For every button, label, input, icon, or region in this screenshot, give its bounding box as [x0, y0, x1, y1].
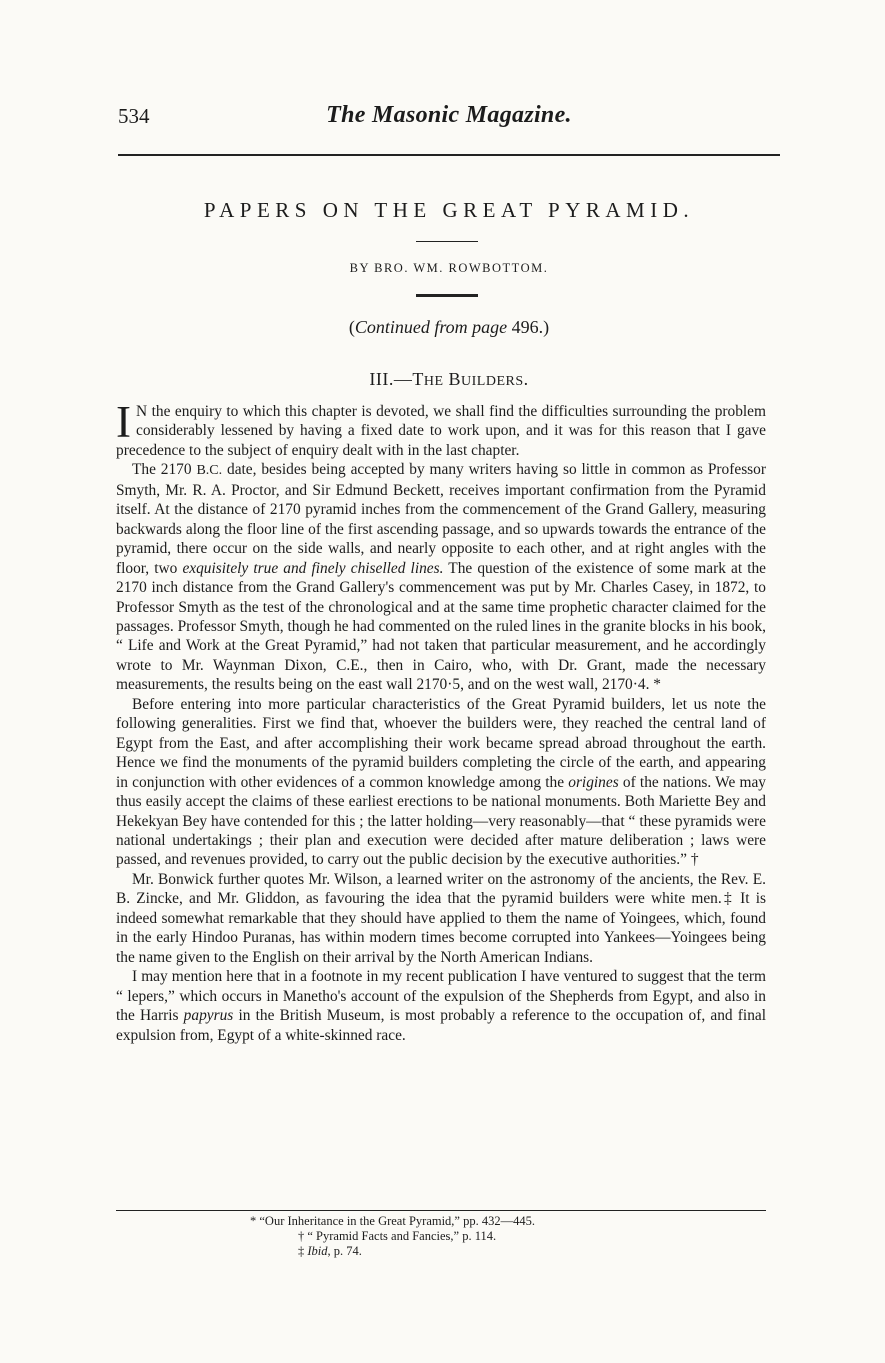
paragraph-5 [116, 967, 766, 1045]
paragraph-1 [116, 397, 766, 460]
paragraph-text-italic: papyrus [183, 1007, 234, 1025]
running-header [118, 102, 780, 138]
footnotes [250, 1214, 750, 1259]
paragraph-text: in the British Museum, is most probably a reference to the occupation of, and final expulsion from, Egypt of a white-skinned race. [116, 1007, 766, 1044]
magazine-title: The Masonic Magazine. [326, 102, 572, 128]
footnote-2: † “ Pyramid Facts and Fancies,” p. 114. [298, 1229, 497, 1243]
footnote-mark: ‡ [298, 1244, 308, 1258]
page-number: 534 [118, 104, 150, 128]
byline: BY BRO. WM. ROWBOTTOM. [349, 261, 549, 275]
paragraph-text: of the nations. We may thus easily accept the claims of these earliest erections to be national monuments. Both Mariette Bey and Hekekyan Bey have contended for this ; the latter holding—very reasonably—that “ these pyramids were national undertakings ; their plan and execution were decided after mature deliberation ; laws were passed, and revenues provided, to carry out the public decision by the executive authorities.” † [116, 773, 766, 869]
paragraph-3 [116, 695, 766, 870]
header-rule [118, 154, 780, 156]
section-heading-part: UILDERS [461, 374, 524, 389]
footnote-1: * “Our Inheritance in the Great Pyramid,” pp. 432—445. [250, 1214, 535, 1228]
paragraph-text-italic: origines [568, 773, 619, 791]
footnote-3 [250, 1244, 750, 1259]
paragraph-text: N the enquiry to which this chapter is devoted, we shall find the difficulties surrounding the problem considerably lessened by having a fixed date to work upon, and it was for this reason that I gave precedence to the subject of enquiry dealt with in the last chapter. [116, 403, 766, 459]
drop-cap: I [116, 397, 131, 447]
paragraph-text: The 2170 [132, 461, 197, 479]
article-title: PAPERS ON THE GREAT PYRAMID. [203, 198, 695, 222]
footnote-italic: Ibid [307, 1244, 328, 1258]
paragraph-text: Mr. Bonwick further quotes Mr. Wilson, a learned writer on the astronomy of the ancients, the Rev. E. B. Zincke, and Mr. Gliddon, as favouring the idea that the pyramid builders were white men.‡ It is indeed somewhat remarkable that they should have applied to them the name of Yoingees, which, found in the early Hindoo Puranas, has within modern times become corrupted into Yankees—Yoingees being the name given to the English on their arrival by the North American Indians. [116, 870, 766, 966]
paragraph-text: The question of the existence of some mark at the 2170 inch distance from the Grand Gallery's commencement was put by Mr. Charles Casey, in 1872, to Professor Smyth as the test of the chronological and at the same time prophetic character claimed for the passages. Professor Smyth, though he had commented on the ruled lines in the granite blocks in his book, “ Life and Work at the Great Pyramid,” had not taken that particular measurement, and he accordingly wrote to Mr. Waynman Dixon, C.E., then in Cairo, who, with Dr. Grant, made the necessary measurements, the results being on the east wall 2170·5, and on the west wall, 2170·4. * [116, 559, 767, 694]
paragraph-text: B.C. [196, 463, 223, 479]
section-heading-part: B [443, 369, 462, 389]
continued-note [118, 317, 780, 338]
footnote-rule [116, 1210, 766, 1211]
section-heading-part: HE [423, 374, 444, 389]
paragraph-text: date, besides being accepted by many writers having so little in common as Professor Smyth, Mr. R. A. Proctor, and Sir Edmund Beckett, receives important confirmation from the Pyramid itself. At the distance of 2170 pyramid inches from the commencement of the Grand Gallery, measuring backwards along the floor line of the first ascending passage, and so upwards towards the entrance of the pyramid, there occur on the side walls, and nearly opposite to each other, and at right angles with the floor, two [116, 461, 766, 577]
paragraph-text: I may mention here that in a footnote in my recent publication I have ventured to suggest that the term “ lepers,” which occurs in Manetho's account of the expulsion of the Shepherds from Egypt, and also in the Harris [116, 968, 766, 1025]
paragraph-text: Before entering into more particular characteristics of the Great Pyramid builders, let us note the following generalities. First we find that, whoever the builders were, they reached the central land of Egypt from the East, and after accomplishing their work became spread abroad throughout the earth. Hence we find the monuments of the pyramid builders completing the circle of the earth, and appearing in conjunction with other evidences of a common knowledge among the [116, 695, 766, 791]
section-heading-part: III.—T [369, 369, 424, 389]
continued-text: Continued from page [354, 317, 508, 337]
section-heading-part: . [523, 369, 529, 389]
paragraph-text-italic: exquisitely true and finely chiselled lines. [182, 559, 444, 577]
article-body [116, 397, 767, 1045]
paragraph-4 [116, 870, 766, 967]
title-divider [416, 241, 478, 242]
paragraph-2 [116, 460, 766, 694]
byline-divider [416, 294, 478, 297]
continued-open-paren: ( [348, 317, 355, 337]
footnote-text: , p. 74. [327, 1244, 362, 1258]
continued-close-paren: ) [543, 317, 550, 337]
section-heading [118, 369, 780, 390]
continued-page: 496. [507, 317, 544, 337]
